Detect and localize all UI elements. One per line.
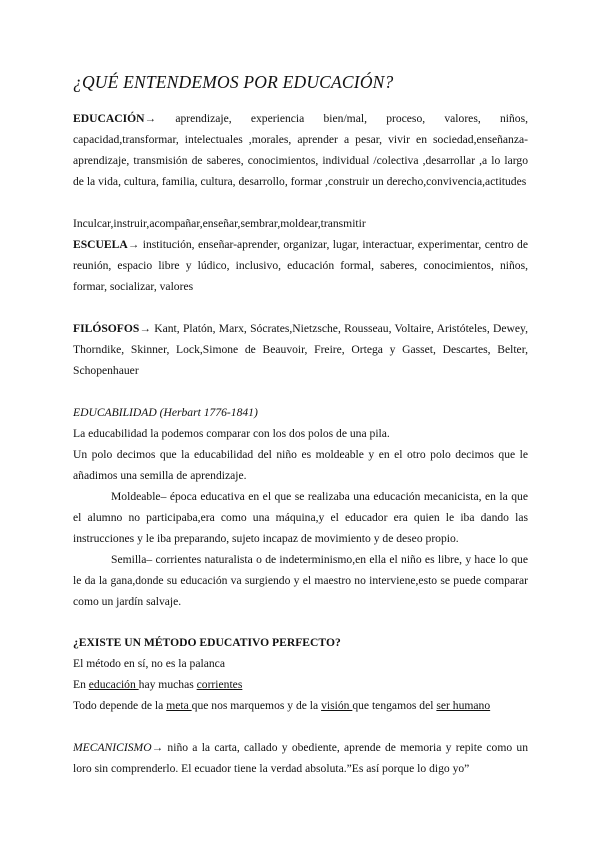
link-ser-humano: ser humano (436, 699, 491, 712)
metodo-line-3 (73, 695, 528, 716)
inculcar-line: Inculcar,instruir,acompañar,enseñar,sembrar,moldear,transmitir (73, 217, 366, 230)
metodo-heading: ¿EXISTE UN MÉTODO EDUCATIVO PERFECTO? (73, 636, 341, 649)
educabilidad-p2: Un polo decimos que la educabilidad del niño es moldeable y en el otro polo decimos que le añadimos una semilla de aprendizaje. (73, 448, 528, 482)
escuela-term: ESCUELA→ (73, 238, 140, 251)
mecanicismo-term: MECANICISMO→ (73, 741, 164, 754)
educabilidad-p3: Moldeable– época educativa en el que se realizaba una educación mecanicista, en la que el alumno no participaba,era como una máquina,y el educador era quien le iba dando las instrucciones y le iba preparando, sujeto incapaz de movimiento y de deseo propio. (73, 490, 528, 545)
page-title: ¿QUÉ ENTENDEMOS POR EDUCACIÓN? (73, 72, 394, 92)
escuela-text: institución, enseñar-aprender, organizar, lugar, interactuar, experimentar, centro de reunión, espacio libre y lúdico, inclusivo, educación formal, saberes, conocimientos, niños, formar, socializar, valores (73, 238, 528, 293)
metodo-line-3-mid2: que tengamos del (352, 699, 437, 712)
link-meta: meta (166, 699, 192, 712)
metodo-line-2-pre: En (73, 678, 89, 691)
link-vision: visión (321, 699, 353, 712)
filosofos-text: Kant, Platón, Marx, Sócrates,Nietzsche, Rousseau, Voltaire, Aristóteles, Dewey, Thorndike, Skinner, Lock,Simone de Beauvoir, Freire, Ortega y Gasset, Descartes, Belter, Schopenhauer (73, 322, 528, 377)
educabilidad-heading: EDUCABILIDAD (Herbart 1776-1841) (73, 406, 258, 419)
link-corrientes: corrientes (196, 678, 243, 691)
mecanicismo-text: niño a la carta, callado y obediente, aprende de memoria y repite como un loro sin comprenderlo. El ecuador tiene la verdad absoluta.”Es así porque lo digo yo” (73, 741, 528, 775)
educacion-text: aprendizaje, experiencia bien/mal, proceso, valores, niños, capacidad,transformar, intelectuales ,morales, aprender a pesar, vivir en sociedad,enseñanza-aprendizaje, transmisión de saberes, conocimientos, individual /colectiva ,desarrollar ,a lo largo de la vida, cultura, familia, cultura, desarrollo, formar ,construir un derecho,convivencia,actitudes (73, 112, 528, 188)
educacion-paragraph (73, 108, 528, 192)
filosofos-paragraph (73, 318, 528, 381)
educacion-term: EDUCACIÓN→ (73, 112, 157, 125)
mecanicismo-paragraph (73, 737, 528, 779)
escuela-paragraph (73, 234, 528, 297)
metodo-line-3-mid1: que nos marquemos y de la (191, 699, 322, 712)
metodo-line-1: El método en sí, no es la palanca (73, 657, 225, 670)
metodo-line-2 (73, 674, 528, 695)
educabilidad-p1: La educabilidad la podemos comparar con los dos polos de una pila. (73, 427, 390, 440)
metodo-line-3-pre: Todo depende de la (73, 699, 167, 712)
link-educacion: educación (88, 678, 139, 691)
educabilidad-p4: Semilla– corrientes naturalista o de indeterminismo,en ella el niño es libre, y hace lo que le da la gana,donde su educación va surgiendo y el maestro no interviene,esto se puede comparar como un jardín salvaje. (73, 553, 528, 608)
metodo-line-2-mid: hay muchas (138, 678, 197, 691)
filosofos-term: FILÓSOFOS→ (73, 322, 151, 335)
